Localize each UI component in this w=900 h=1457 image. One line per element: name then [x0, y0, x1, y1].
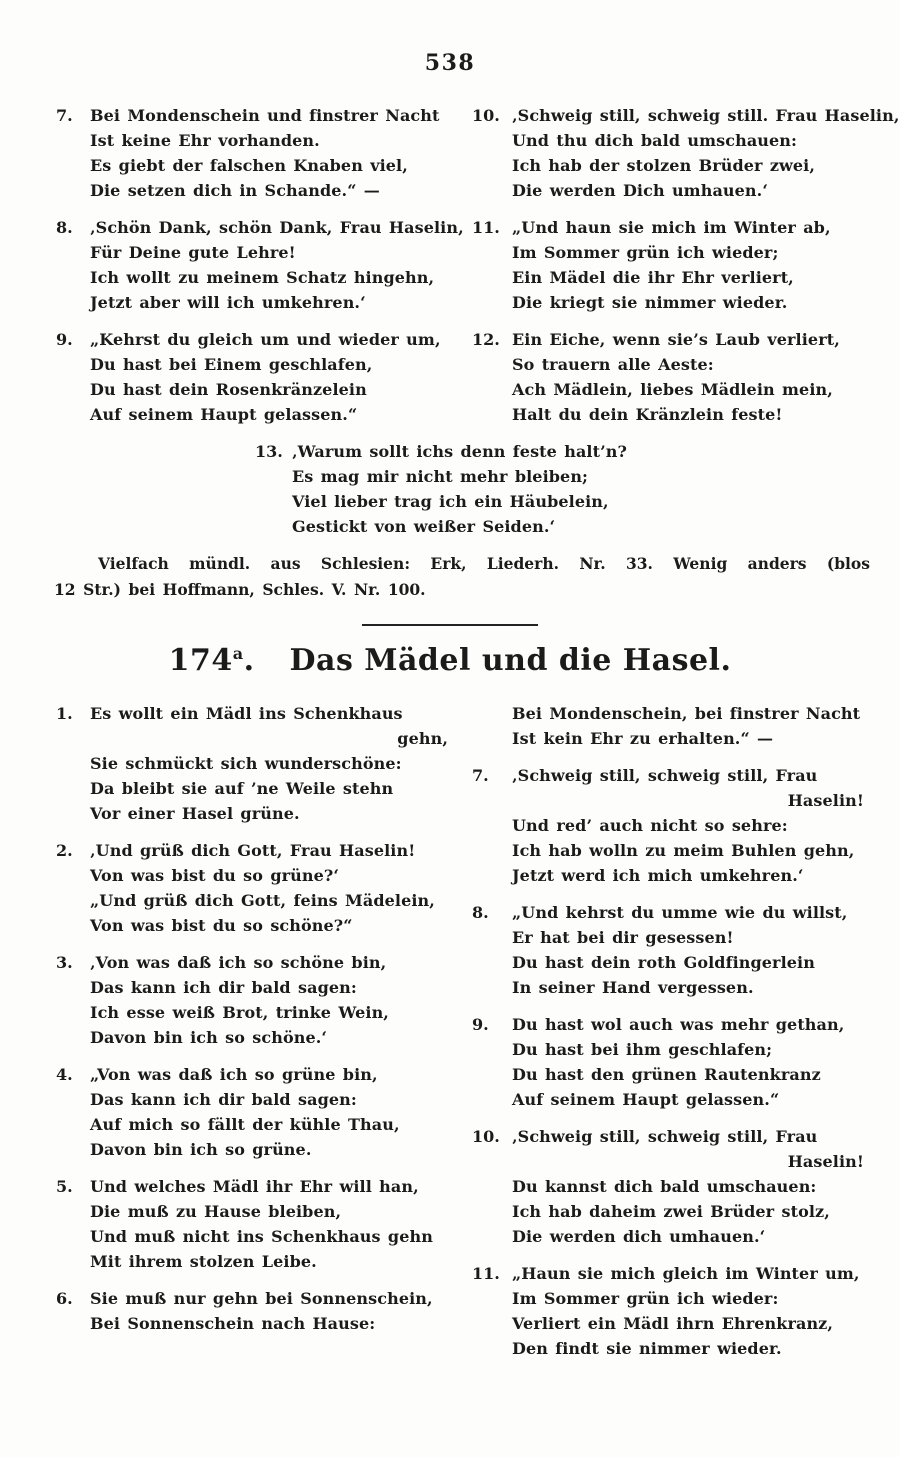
verse-line: Für Deine gute Lehre! [90, 243, 296, 262]
verse-line: Davon bin ich so schöne.‘ [90, 1028, 328, 1047]
verse-line: Ach Mädlein, liebes Mädlein mein, [512, 380, 833, 399]
verse-line: Haselin! [787, 1152, 864, 1171]
verse-number: 8. [472, 903, 489, 922]
source-note [0, 551, 900, 603]
verse-lines [90, 838, 458, 938]
verse-lines [512, 1012, 874, 1112]
song-number [169, 643, 255, 678]
previous-song-left-column [56, 103, 464, 439]
verse-line: Und thu dich bald umschauen: [512, 131, 798, 150]
verse [472, 1261, 874, 1361]
verse-line: Ich esse weiß Brot, trinke Wein, [90, 1003, 389, 1022]
verse-line: Sie muß nur gehn bei Sonnenschein, [90, 1289, 433, 1308]
verse-line: Auf seinem Haupt gelassen.“ [90, 405, 358, 424]
song-number-superscript: a [232, 644, 244, 663]
verse-line: Gestickt von weißer Seiden.‘ [292, 517, 556, 536]
verse-lines [512, 327, 874, 427]
verse [56, 103, 458, 203]
verse-line: Ich hab wolln zu meim Buhlen gehn, [512, 841, 855, 860]
verse-line: Es giebt der falschen Knaben viel, [90, 156, 408, 175]
verse-number: 7. [56, 106, 73, 125]
verse-line: Die setzen dich in Schande.“ — [90, 181, 380, 200]
verse-number: 13. [255, 442, 283, 461]
verse [472, 215, 874, 315]
verse-line: Ist kein Ehr zu erhalten.“ — [512, 729, 774, 748]
verse-line: Er hat bei dir gesessen! [512, 928, 734, 947]
verse-line: Bei Sonnenschein nach Hause: [90, 1314, 376, 1333]
verse-line: Und welches Mädl ihr Ehr will han, [90, 1177, 419, 1196]
verse-lines [512, 215, 874, 315]
verse-line: Du kannst dich bald umschauen: [512, 1177, 817, 1196]
verse-line: Sie schmückt sich wunderschöne: [90, 754, 402, 773]
verse [472, 103, 900, 203]
verse-line: Im Sommer grün ich wieder; [512, 243, 779, 262]
verse-line: Die werden dich umhauen.‘ [512, 1227, 766, 1246]
verse-number: 12. [472, 330, 500, 349]
verse-line: Ein Eiche, wenn sie’s Laub verliert, [512, 330, 840, 349]
verse [472, 1012, 874, 1112]
verse-number: 3. [56, 953, 73, 972]
verse-line: Viel lieber trag ich ein Häubelein, [292, 492, 609, 511]
verse-number: 2. [56, 841, 73, 860]
verse-line: Du hast wol auch was mehr gethan, [512, 1015, 845, 1034]
verse-lines [512, 1124, 874, 1249]
verse-line: Im Sommer grün ich wieder: [512, 1289, 779, 1308]
verse-lines [512, 1261, 874, 1361]
verse [56, 950, 458, 1050]
verse-line: ‚Schweig still, schweig still, Frau [512, 1127, 818, 1146]
verse-line: ‚Schön Dank, schön Dank, Frau Haselin, [90, 218, 464, 237]
verse-line: gehn, [397, 729, 448, 748]
verse-line: ‚Schweig still, schweig still, Frau [512, 766, 818, 785]
verse-number: 9. [472, 1015, 489, 1034]
verse-line: Ich wollt zu meinem Schatz hingehn, [90, 268, 435, 287]
verse-line: So trauern alle Aeste: [512, 355, 714, 374]
verse-line: „Kehrst du gleich um und wieder um, [90, 330, 441, 349]
verse-line: Haselin! [787, 791, 864, 810]
verse-number: 10. [472, 1127, 500, 1146]
verse [472, 900, 874, 1000]
verse-line: „Und kehrst du umme wie du willst, [512, 903, 848, 922]
verse-line: Ich hab daheim zwei Brüder stolz, [512, 1202, 830, 1221]
verse-lines [90, 215, 464, 315]
verse-lines [512, 103, 900, 203]
verse-line: Halt du dein Kränzlein feste! [512, 405, 783, 424]
verse-line: Die muß zu Hause bleiben, [90, 1202, 342, 1221]
verse-line: Du hast bei Einem geschlafen, [90, 355, 373, 374]
verse [56, 701, 458, 826]
verse-line: Von was bist du so schöne?“ [90, 916, 353, 935]
song-174a-left-column [56, 701, 458, 1373]
verse-lines [90, 327, 458, 427]
verse-number: 1. [56, 704, 73, 723]
verse-line: ‚Schweig still, schweig still. Frau Haselin, [512, 106, 900, 125]
verse-lines [90, 1062, 458, 1162]
source-note-line: Vielfach mündl. aus Schlesien: Erk, Liederh. Nr. 33. Wenig anders (blos [98, 554, 870, 573]
verse [56, 1174, 458, 1274]
verse-lines [90, 1174, 458, 1274]
verse-line: Auf mich so fällt der kühle Thau, [90, 1115, 400, 1134]
verse-line: Da bleibt sie auf ’ne Weile stehn [90, 779, 394, 798]
verse [56, 215, 464, 315]
verse-line: Von was bist du so grüne?‘ [90, 866, 340, 885]
verse-lines [512, 900, 874, 1000]
verse-line: „Haun sie mich gleich im Winter um, [512, 1264, 860, 1283]
source-note-line: 12 Str.) bei Hoffmann, Schles. V. Nr. 100. [54, 580, 426, 599]
previous-song-verse-columns [0, 103, 900, 439]
verse-line: In seiner Hand vergessen. [512, 978, 754, 997]
verse [472, 1124, 874, 1249]
song-number-dot: . [243, 643, 255, 678]
verse-line: „Und grüß dich Gott, feins Mädelein, [90, 891, 435, 910]
verse-line: „Und haun sie mich im Winter ab, [512, 218, 831, 237]
previous-song-right-column [472, 103, 900, 439]
previous-song-center-verse [255, 439, 705, 539]
verse-line: Bei Mondenschein, bei finstrer Nacht [512, 704, 861, 723]
verse-line: Davon bin ich so grüne. [90, 1140, 312, 1159]
verse-lines [90, 950, 458, 1050]
verse [472, 763, 874, 888]
verse [255, 439, 705, 539]
song-174a-right-column [472, 701, 874, 1373]
verse-line: Es mag mir nicht mehr bleiben; [292, 467, 589, 486]
verse-number: 5. [56, 1177, 73, 1196]
section-divider [362, 624, 538, 626]
page-number: 538 [424, 50, 476, 76]
verse-line: Ich hab der stolzen Brüder zwei, [512, 156, 816, 175]
verse [472, 701, 874, 751]
song-174a-verse-columns [0, 701, 900, 1373]
verse-lines [512, 763, 874, 888]
verse-number: 8. [56, 218, 73, 237]
song-number-text: 174 [168, 643, 233, 678]
verse-line: Und red’ auch nicht so sehre: [512, 816, 788, 835]
verse-line: Die kriegt sie nimmer wieder. [512, 293, 788, 312]
verse-line: Mit ihrem stolzen Leibe. [90, 1252, 317, 1271]
verse-line: ‚Von was daß ich so schöne bin, [90, 953, 387, 972]
verse-number [472, 701, 512, 751]
verse-number: 11. [472, 1264, 500, 1283]
verse-line: Es wollt ein Mädl ins Schenkhaus [90, 704, 403, 723]
verse-line: Ein Mädel die ihr Ehr verliert, [512, 268, 794, 287]
verse-number: 11. [472, 218, 500, 237]
verse-line: Und muß nicht ins Schenkhaus gehn [90, 1227, 433, 1246]
verse-number: 7. [472, 766, 489, 785]
verse-line: Den findt sie nimmer wieder. [512, 1339, 782, 1358]
verse [472, 327, 874, 427]
verse-lines [512, 701, 874, 751]
verse-line: Jetzt werd ich mich umkehren.‘ [512, 866, 804, 885]
song-heading [0, 641, 900, 681]
verse-line: Bei Mondenschein und finstrer Nacht [90, 106, 440, 125]
verse-line: Auf seinem Haupt gelassen.“ [512, 1090, 780, 1109]
verse [56, 1062, 458, 1162]
verse [56, 1286, 458, 1336]
verse-line: Das kann ich dir bald sagen: [90, 978, 357, 997]
verse-lines [90, 1286, 458, 1336]
verse-line: Vor einer Hasel grüne. [90, 804, 300, 823]
verse-line: Du hast dein roth Goldfingerlein [512, 953, 815, 972]
verse-line: Verliert ein Mädl ihrn Ehrenkranz, [512, 1314, 834, 1333]
verse-line: Das kann ich dir bald sagen: [90, 1090, 357, 1109]
verse-line: Du hast den grünen Rautenkranz [512, 1065, 821, 1084]
verse-line: Ist keine Ehr vorhanden. [90, 131, 320, 150]
verse-lines [90, 103, 458, 203]
verse-line: Jetzt aber will ich umkehren.‘ [90, 293, 366, 312]
verse-line: „Von was daß ich so grüne bin, [90, 1065, 378, 1084]
verse-line: Du hast bei ihm geschlafen; [512, 1040, 773, 1059]
verse-line: Du hast dein Rosenkränzelein [90, 380, 367, 399]
verse-line: Die werden Dich umhauen.‘ [512, 181, 769, 200]
verse [56, 838, 458, 938]
verse-number: 4. [56, 1065, 73, 1084]
verse-number: 6. [56, 1289, 73, 1308]
verse-number: 9. [56, 330, 73, 349]
verse-lines [90, 701, 458, 826]
verse-number: 10. [472, 106, 500, 125]
verse [56, 327, 458, 427]
verse-lines [292, 439, 705, 539]
song-title: Das Mädel und die Hasel. [289, 643, 732, 678]
verse-line: ‚Und grüß dich Gott, Frau Haselin! [90, 841, 416, 860]
verse-line: ‚Warum sollt ichs denn feste halt’n? [292, 442, 627, 461]
